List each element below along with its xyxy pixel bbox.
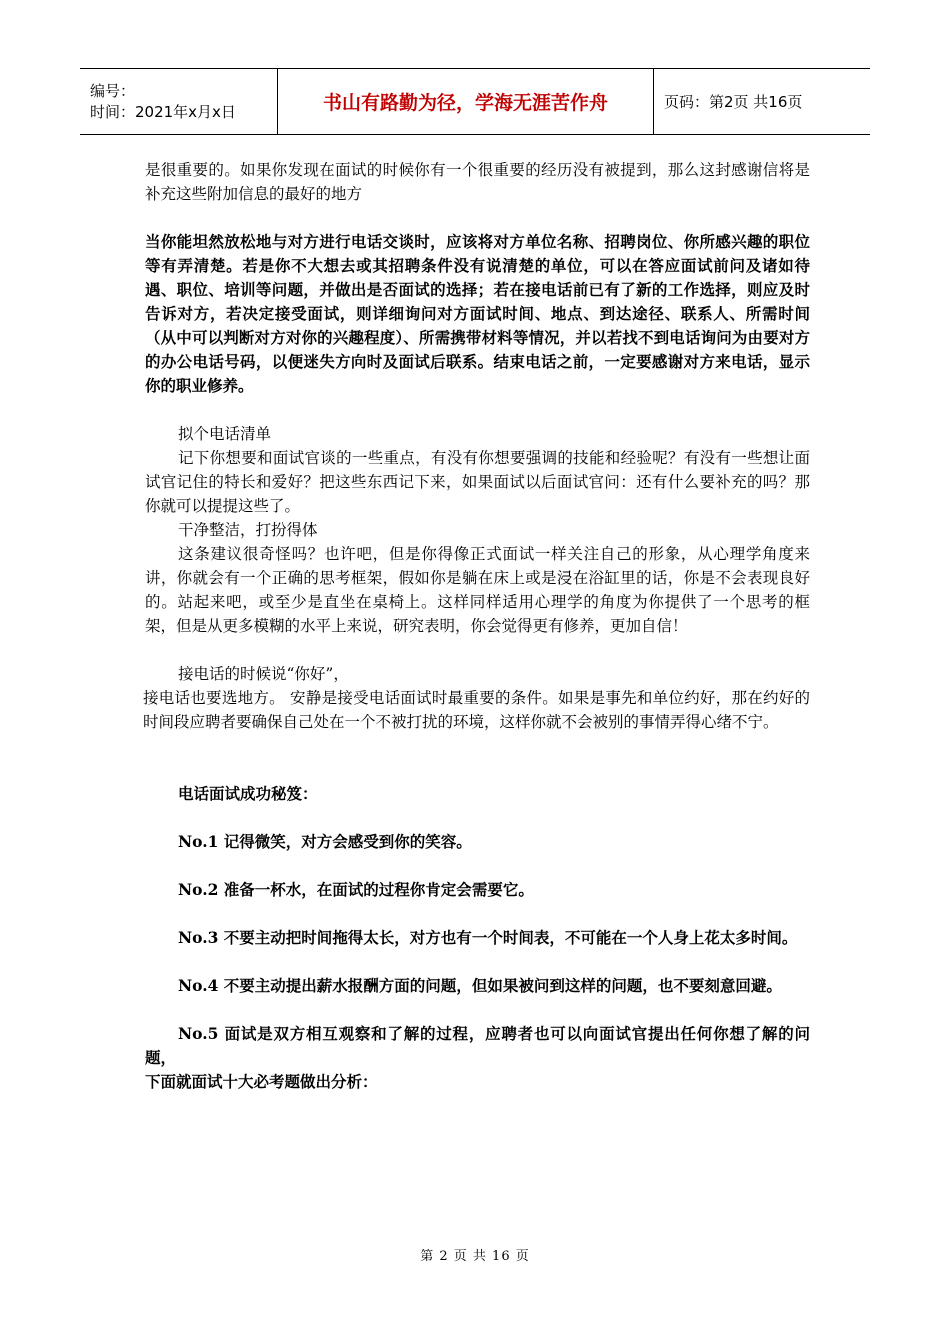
tip-item: No.1 记得微笑，对方会感受到你的笑容。 (178, 832, 472, 851)
section-heading: 干净整洁，打扮得体 (178, 521, 318, 539)
tips-title: 电话面试成功秘笈： (178, 784, 318, 803)
page-footer: 第 2 页 共 16 页 (420, 1249, 530, 1264)
closing-line: 下面就面试十大必考题做出分析： (145, 1072, 378, 1091)
page-header (80, 68, 870, 135)
paragraph: 是很重要的。如果你发现在面试的时候你有一个很重要的经历没有被提到，那么这封感谢信将是补充这些附加信息的最好的地方 (145, 161, 810, 203)
paragraph-bold: 当你能坦然放松地与对方进行电话交谈时，应该将对方单位名称、招聘岗位、你所感兴趣的职位等有弄清楚。若是你不大想去或其招聘条件没有说清楚的单位，可以在答应面试前问及诸如待遇、职位、培训等问题，并做出是否面试的选择；若在接电话前已有了新的工作选择，则应及时告诉对方，若决定接受面试，则详细询问对方面试时间、地点、到达途径、联系人、所需时间（从中可以判断对方对你的兴趣程度）、所需携带材料等情况，并以若找不到电话询问为由要对方的办公电话号码，以便迷失方向时及面试后联系。结束电话之前，一定要感谢对方来电话，显示你的职业修养。 (145, 232, 810, 395)
document-body (145, 158, 810, 1094)
header-motto: 书山有路勤为径，学海无涯苦作舟 (278, 69, 654, 134)
header-page-info: 页码：第2页 共16页 (664, 93, 803, 111)
section-heading: 接电话的时候说“你好”， (178, 665, 349, 683)
tip-item: No.4 不要主动提出薪水报酬方面的问题，但如果被问到这样的问题，也不要刻意回避。 (178, 976, 782, 995)
paragraph: 记下你想要和面试官谈的一些重点，有没有你想要强调的技能和经验呢？有没有一些想让面试官记住的特长和爱好？把这些东西记下来，如果面试以后面试官问：还有什么要补充的吗？那你就可以提提这些了。 (145, 449, 810, 515)
section-heading: 拟个电话清单 (178, 425, 272, 443)
tip-item: No.2 准备一杯水，在面试的过程你肯定会需要它。 (178, 880, 534, 899)
tip-item: No.5 面试是双方相互观察和了解的过程，应聘者也可以向面试官提出任何你想了解的问题， (145, 1024, 810, 1067)
paragraph: 接电话也要选地方。 安静是接受电话面试时最重要的条件。如果是事先和单位约好，那在约好的时间段应聘者要确保自己处在一个不被打扰的环境，这样你就不会被别的事情弄得心绪不宁。 (143, 689, 810, 731)
document-number: 编号： (90, 81, 136, 100)
header-meta (80, 69, 278, 134)
document-date: 时间：2021年x月x日 (90, 102, 236, 121)
tip-item: No.3 不要主动把时间拖得太长，对方也有一个时间表，不可能在一个人身上花太多时间。 (178, 928, 798, 947)
paragraph: 这条建议很奇怪吗？也许吧，但是你得像正式面试一样关注自己的形象，从心理学角度来讲，你就会有一个正确的思考框架，假如你是躺在床上或是浸在浴缸里的话，你是不会表现良好的。站起来吧，或至少是直坐在桌椅上。这样同样适用心理学的角度为你提供了一个思考的框架，但是从更多模糊的水平上来说，研究表明，你会觉得更有修养，更加自信！ (145, 545, 810, 635)
